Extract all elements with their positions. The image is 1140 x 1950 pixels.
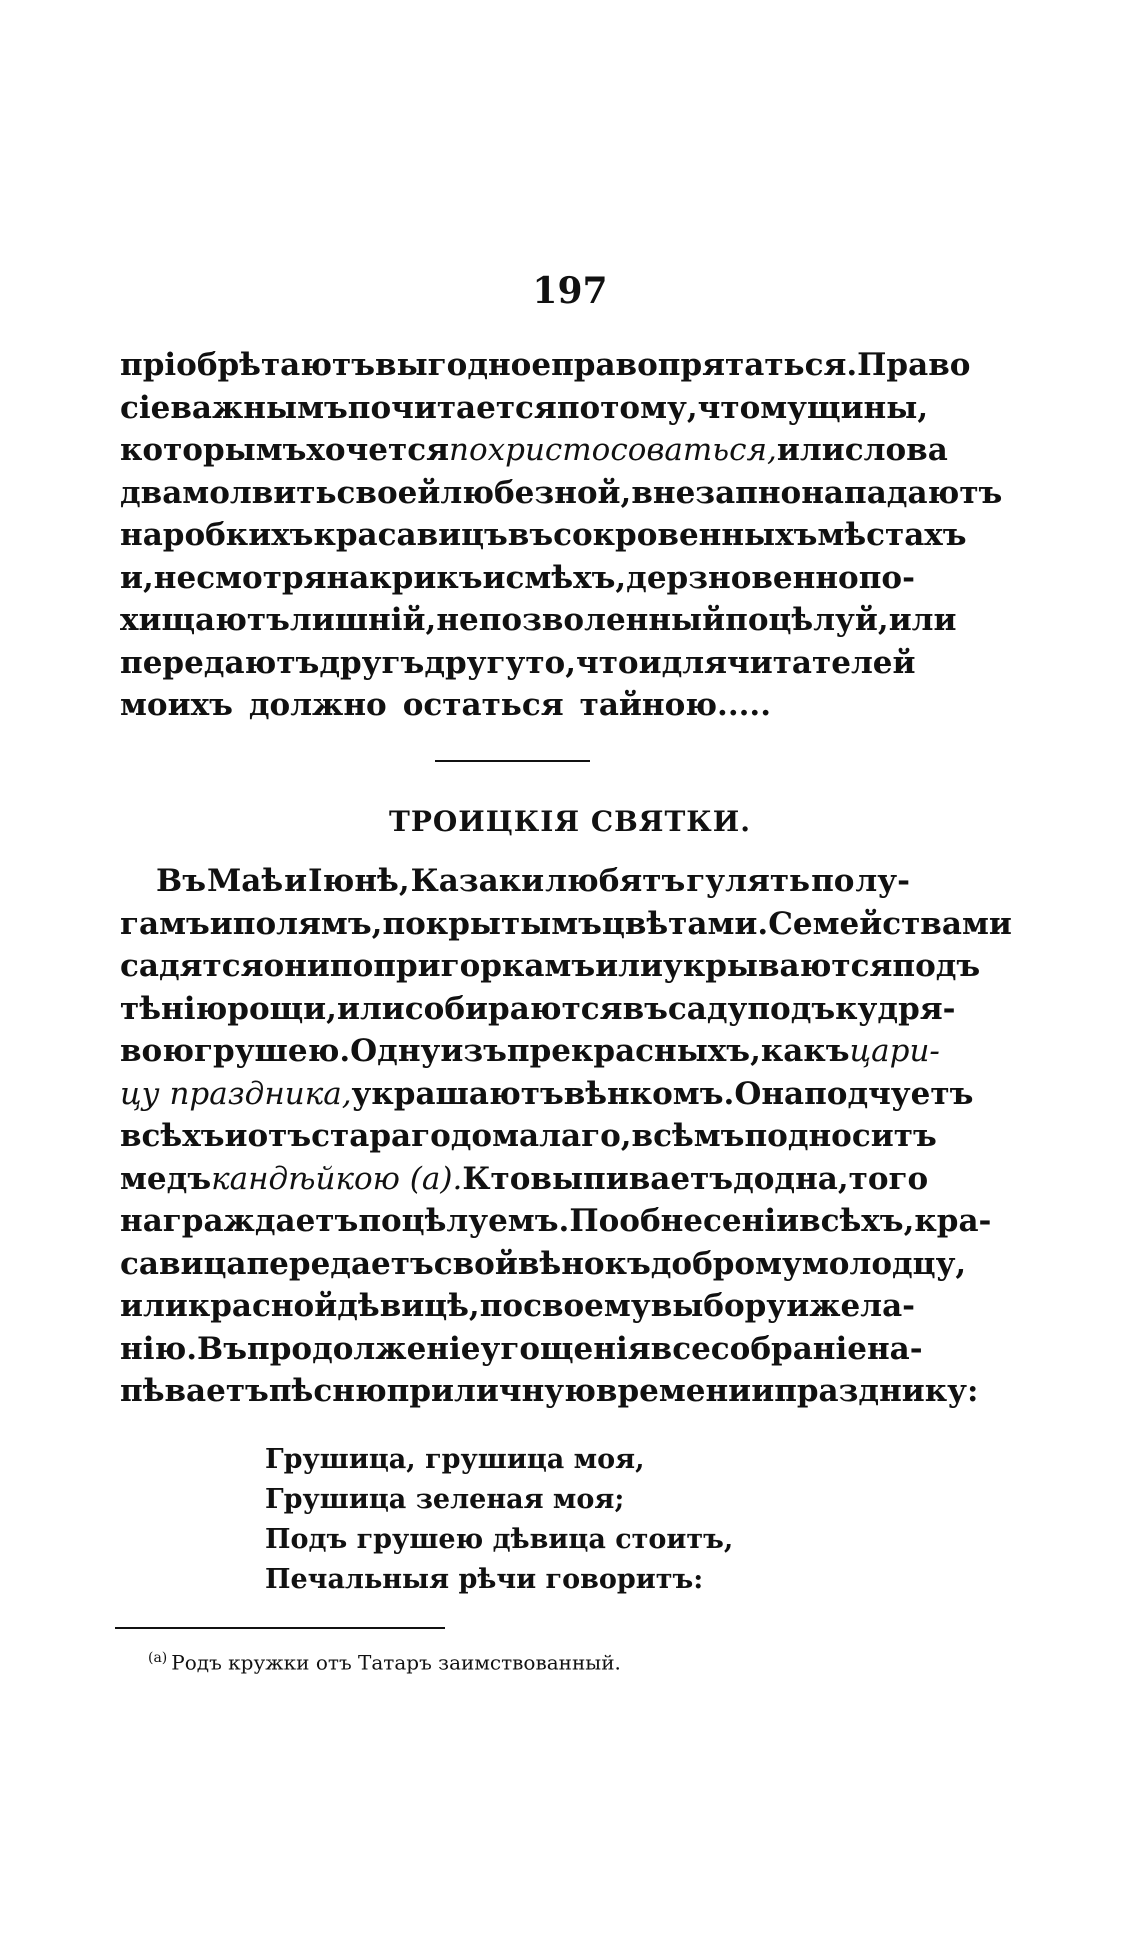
word: читателей: [727, 644, 916, 681]
word: своей: [336, 474, 441, 511]
verse-block: [265, 1440, 733, 1600]
word: савица: [120, 1245, 247, 1282]
word: сіе: [120, 389, 171, 426]
word: смѣхъ,: [505, 559, 627, 596]
word: Маѣ: [206, 863, 284, 899]
word: изъ: [440, 1033, 507, 1069]
text-line: [120, 1370, 979, 1413]
word: поцѣлуй,: [725, 602, 889, 638]
word: Казаки: [410, 863, 545, 899]
word: или: [120, 1288, 188, 1324]
word: передаютъ: [120, 644, 320, 681]
verse-line: Печальныя рѣчи говоритъ:: [265, 1564, 704, 1595]
word: сокровенныхъ: [553, 517, 818, 553]
word: Въ: [156, 863, 206, 899]
word: празднику:: [774, 1373, 979, 1409]
word: и,: [120, 559, 154, 596]
text-line: [120, 1285, 916, 1328]
word: то,: [525, 644, 577, 681]
word: доброму: [650, 1245, 802, 1282]
word: или: [888, 602, 957, 638]
word: кудря-: [835, 990, 956, 1027]
word: полямъ,: [232, 905, 383, 942]
word: Въ: [197, 1330, 248, 1367]
word: стараго: [311, 1118, 451, 1154]
word: и: [638, 644, 662, 681]
word: садятся: [120, 948, 264, 984]
word: до: [450, 1118, 493, 1154]
text-line: [120, 344, 971, 387]
word: прекрасныхъ,: [506, 1033, 761, 1069]
word: или: [336, 990, 405, 1027]
word: выгодное: [375, 347, 552, 383]
word: всѣхъ,: [799, 1203, 915, 1239]
text-line: [120, 429, 948, 472]
word: свой: [433, 1245, 518, 1282]
text-line: [120, 945, 981, 988]
word: приличную: [386, 1373, 596, 1409]
footnote: [148, 1650, 621, 1675]
text-line: [120, 988, 956, 1031]
word: Она: [734, 1075, 805, 1112]
text-line: [120, 387, 929, 430]
word: Право: [857, 347, 971, 383]
word: и: [482, 559, 506, 596]
word: угощенія: [480, 1330, 651, 1367]
word: по-: [858, 559, 915, 596]
word: робкихъ: [162, 517, 314, 553]
word: въ: [622, 990, 668, 1027]
word: подъ: [892, 948, 981, 984]
word: цу праздника,: [120, 1075, 352, 1112]
word: и: [786, 1288, 810, 1324]
word: цари-: [849, 1033, 940, 1069]
word: въ: [507, 517, 554, 553]
word: того: [848, 1160, 929, 1197]
text-line: [120, 860, 910, 903]
word: гулять: [686, 863, 811, 899]
word: поцѣлуемъ.: [358, 1203, 570, 1239]
text-line: [120, 472, 1003, 515]
word: рощи,: [227, 990, 337, 1027]
word: на-: [866, 1330, 923, 1367]
text-line: [120, 903, 1012, 946]
word: хищаютъ: [120, 602, 290, 638]
word: два: [120, 474, 183, 511]
word: или: [776, 432, 845, 468]
word: Іюнѣ,: [308, 863, 410, 899]
word: По: [569, 1203, 620, 1239]
word: до: [733, 1160, 775, 1197]
word: не: [153, 559, 197, 596]
word: награждаетъ: [120, 1203, 359, 1239]
text-line: [120, 1030, 940, 1073]
word: пріобрѣтаютъ: [120, 347, 376, 383]
word: остаться: [402, 687, 564, 723]
verse-line: Грушица зеленая моя;: [265, 1484, 625, 1515]
text-line: [120, 684, 910, 727]
word: Одну: [350, 1033, 441, 1069]
text-line: [120, 514, 967, 557]
word: всѣмъ: [631, 1118, 745, 1154]
section-heading: ТРОИЦКІЯ СВЯТКИ.: [389, 805, 751, 838]
footnote-mark: (а): [148, 1650, 168, 1666]
text-line: [120, 1073, 974, 1116]
word: внезапно: [631, 474, 802, 511]
word: жела-: [809, 1288, 916, 1324]
word: лу-: [855, 863, 910, 899]
word: и: [284, 863, 308, 899]
word: другу: [424, 644, 526, 681]
word: прятаться.: [657, 347, 858, 383]
word: продолженіе: [247, 1330, 481, 1367]
word: мѣстахъ: [817, 517, 967, 553]
word: покрытымъ: [382, 905, 602, 942]
word: выпиваетъ: [530, 1160, 734, 1197]
word: красавицъ: [313, 517, 508, 553]
word: укрываются: [662, 948, 893, 984]
word: выбору: [650, 1288, 787, 1324]
text-line: [120, 1115, 937, 1158]
text-line: [120, 1200, 992, 1243]
word: всѣхъ: [120, 1118, 225, 1154]
word: любезной,: [440, 474, 632, 511]
section-divider: [435, 760, 590, 762]
word: пригоркамъ: [373, 948, 596, 984]
word: любятъ: [545, 863, 686, 899]
word: что: [576, 644, 639, 681]
word: слова: [844, 432, 948, 468]
word: Семействами: [768, 905, 1012, 942]
text-line: [120, 599, 957, 642]
word: вѣнокъ: [517, 1245, 651, 1282]
word: дѣвицѣ,: [337, 1288, 480, 1324]
word: все: [650, 1330, 711, 1367]
word: кандѣйкою (а).: [211, 1160, 463, 1197]
word: гамъ: [120, 905, 210, 942]
word: на: [120, 517, 163, 553]
word: и: [751, 1373, 775, 1409]
text-line: [120, 1158, 929, 1201]
word: почитается: [347, 389, 557, 426]
word: важнымъ: [170, 389, 348, 426]
word: вѣнкомъ.: [563, 1075, 735, 1112]
word: дерзновенно: [626, 559, 859, 596]
word: по: [811, 863, 855, 899]
text-line: [120, 1243, 967, 1286]
word: по: [329, 948, 374, 984]
word: времени: [595, 1373, 752, 1409]
text-line: [120, 557, 915, 600]
word: подчуетъ: [804, 1075, 974, 1112]
word: смотря: [196, 559, 327, 596]
word: и: [209, 905, 233, 942]
word: украшаютъ: [351, 1075, 564, 1112]
word: молодцу,: [801, 1245, 967, 1282]
word: потому,: [556, 389, 698, 426]
word: медъ: [120, 1160, 212, 1197]
footnote-divider: [115, 1627, 445, 1629]
word: или: [595, 948, 663, 984]
paragraph-2: [120, 860, 1012, 1413]
word: они: [263, 948, 330, 984]
word: цвѣтами.: [601, 905, 769, 942]
word: своему: [523, 1288, 651, 1324]
word: обнесеніи: [619, 1203, 800, 1239]
word: вою: [120, 1033, 195, 1069]
word: подъ: [747, 990, 836, 1027]
text-line: [120, 642, 916, 685]
word: собираются: [404, 990, 623, 1027]
paragraph-1: [120, 344, 1003, 727]
word: по: [479, 1288, 524, 1324]
word: лишній,: [289, 602, 437, 638]
word: пѣсню: [268, 1373, 387, 1409]
word: на: [326, 559, 370, 596]
word: должно: [248, 687, 387, 723]
word: что: [697, 389, 761, 426]
word: дна,: [774, 1160, 849, 1197]
word: саду: [667, 990, 748, 1027]
word: и: [224, 1118, 248, 1154]
word: которымъ: [120, 432, 307, 468]
word: для: [661, 644, 728, 681]
verse-line: Грушица, грушица моя,: [265, 1444, 645, 1475]
word: другъ: [319, 644, 425, 681]
word: какъ: [760, 1033, 850, 1069]
text-line: [120, 1328, 923, 1371]
word: моихъ: [120, 687, 233, 723]
word: непозволенный: [436, 602, 726, 638]
word: тайною.....: [579, 687, 772, 723]
word: пѣваетъ: [120, 1373, 269, 1409]
word: мущины,: [760, 389, 929, 426]
word: молвить: [182, 474, 337, 511]
word: кра-: [914, 1203, 992, 1239]
word: красной: [187, 1288, 338, 1324]
word: хочется: [306, 432, 449, 468]
word: собраніе: [710, 1330, 867, 1367]
word: подноситъ: [744, 1118, 937, 1154]
word: похристосоваться,: [448, 432, 777, 468]
word: крикъ: [369, 559, 483, 596]
word: нападаютъ: [801, 474, 1003, 511]
word: грушею.: [194, 1033, 351, 1069]
word: право: [551, 347, 658, 383]
word: передаетъ: [246, 1245, 434, 1282]
word: малаго,: [492, 1118, 632, 1154]
word: отъ: [247, 1118, 312, 1154]
page-number: 197: [532, 270, 608, 312]
verse-line: Подъ грушею дѣвица стоитъ,: [265, 1524, 734, 1555]
word: тѣнію: [120, 990, 228, 1027]
word: Кто: [462, 1160, 531, 1197]
footnote-text: Родъ кружки отъ Татаръ заимствованный.: [171, 1650, 621, 1675]
word: нію.: [120, 1330, 198, 1367]
